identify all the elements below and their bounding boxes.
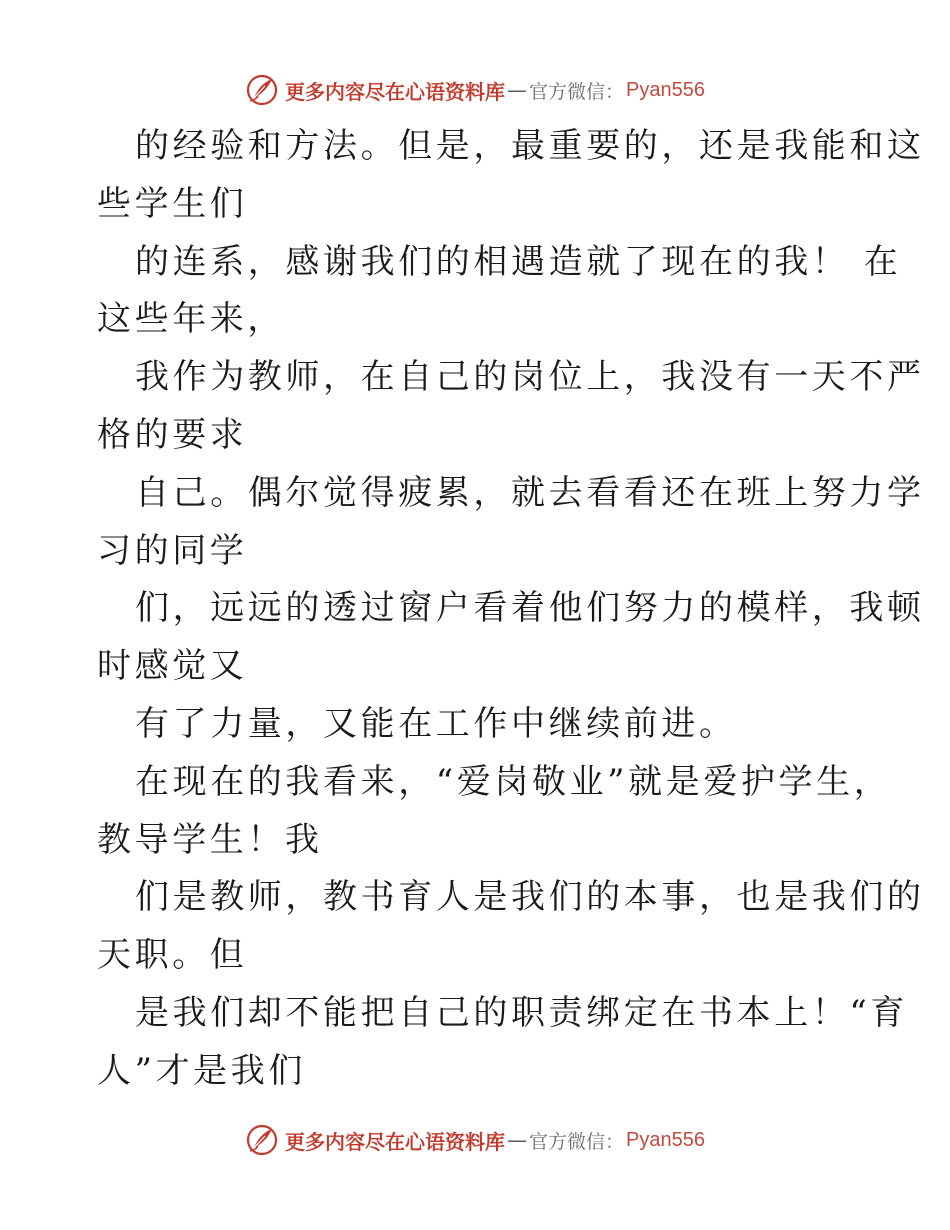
body-line: 时感觉又 (97, 646, 248, 687)
body-line: 我作为教师，在自己的岗位上，我没有一天不严 (135, 357, 925, 398)
site-name: 更多内容尽在心语资料库 (285, 79, 505, 104)
banner-separator: — (507, 1128, 527, 1152)
body-line: 自己。偶尔觉得疲累，就去看看还在班上努力学 (135, 472, 925, 513)
body-line: 教导学生！我 (97, 819, 323, 860)
footer-banner (0, 1120, 950, 1160)
body-line: 们，远远的透过窗户看着他们努力的模样，我顿 (135, 588, 925, 629)
body-line: 这些年来， (97, 299, 285, 340)
body-line: 们是教师，教书育人是我们的本事，也是我们的 (135, 877, 925, 918)
body-line: 些学生们 (97, 183, 248, 224)
body-line: 格的要求 (97, 414, 248, 455)
body-line: 是我们却不能把自己的职责绑定在书本上！“育 (135, 992, 908, 1033)
header-banner (0, 70, 950, 110)
site-name: 更多内容尽在心语资料库 (285, 1129, 505, 1154)
body-line: 习的同学 (97, 530, 248, 571)
wechat-label: 官方微信： (529, 1130, 625, 1153)
body-line: 的连系，感谢我们的相遇造就了现在的我！ 在 (135, 241, 902, 282)
banner-separator: — (507, 78, 527, 102)
document-body (97, 118, 925, 1101)
feather-pen-logo-icon (245, 73, 279, 107)
body-line: 有了力量，又能在工作中继续前进。 (135, 703, 737, 744)
wechat-id: Pyan556 (626, 78, 705, 101)
wechat-id: Pyan556 (626, 1128, 705, 1151)
wechat-label: 官方微信： (529, 80, 625, 103)
body-line: 人”才是我们 (97, 1050, 306, 1091)
body-line: 的经验和方法。但是，最重要的，还是我能和这 (135, 126, 925, 166)
body-line: 在现在的我看来，“爱岗敬业”就是爱护学生， (135, 761, 892, 802)
body-line: 天职。但 (97, 935, 248, 976)
feather-pen-logo-icon (245, 1123, 279, 1157)
